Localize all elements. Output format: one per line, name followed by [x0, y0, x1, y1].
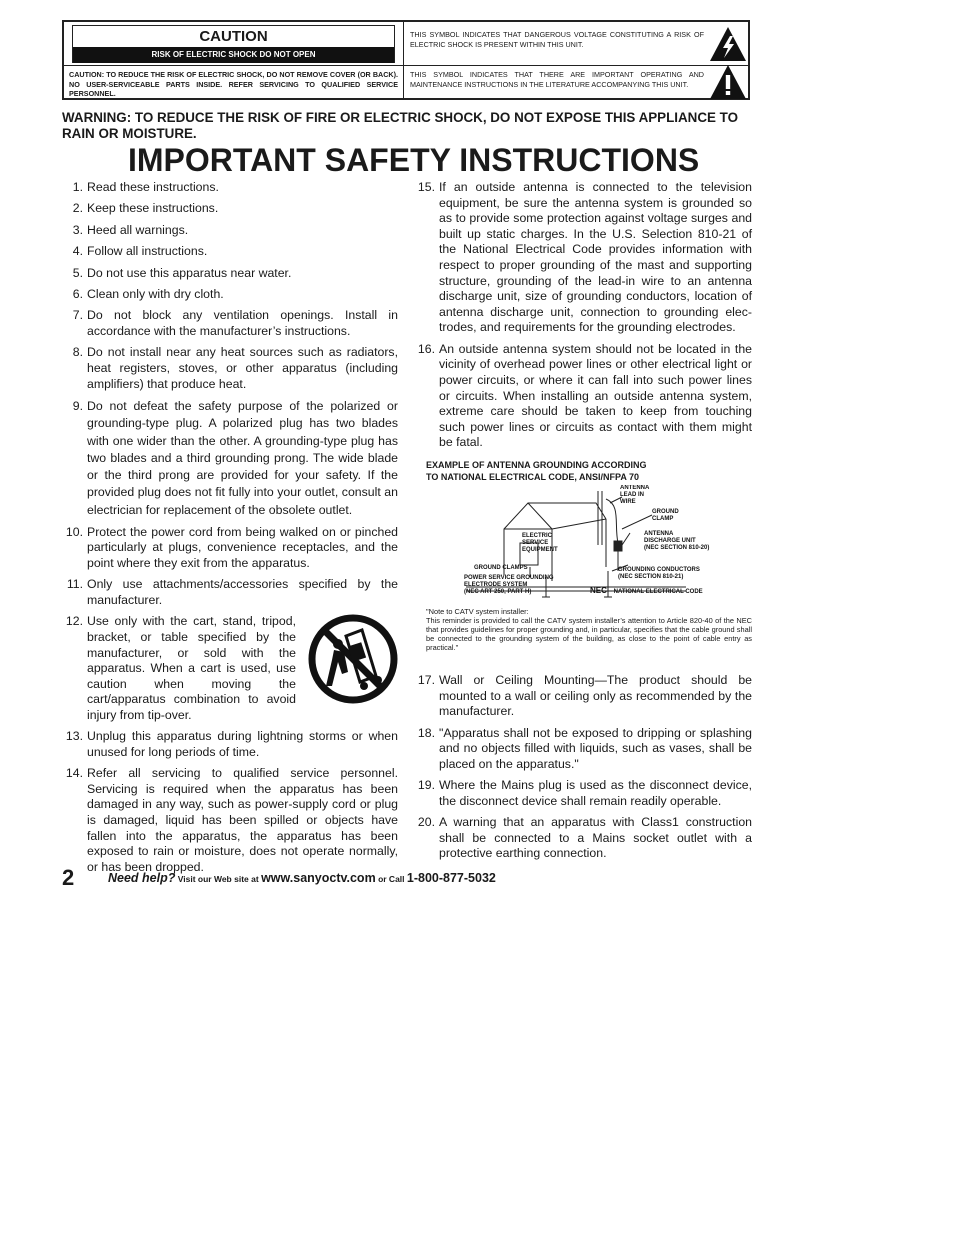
instruction-item: 12. Use only with the cart, stand, tripod, bracket, or table specified by the manufacturer, or sold with the apparatus. When a cart is used, use caution when moving the cart/apparatus combination to avoid injury from tip-over.	[62, 614, 398, 723]
instruction-item: 17. Wall or Ceiling Mounting—The product should be mounted to a wall or ceiling only as recommended by the manufacturer.	[417, 673, 752, 719]
instruction-item: 2. Keep these instructions.	[72, 201, 219, 216]
cart-tipover-icon	[308, 614, 398, 704]
label-nec-full: - NATIONAL ELECTRICAL CODE	[610, 589, 703, 595]
caution-divider-horizontal	[64, 65, 748, 66]
label-power-service2: ELECTRODE SYSTEM	[464, 582, 528, 588]
antenna-grounding-figure	[426, 460, 752, 652]
label-grounding-conductors2: (NEC SECTION 810-21)	[618, 574, 684, 580]
figure-caption-line1: EXAMPLE OF ANTENNA GROUNDING ACCORDING	[426, 460, 647, 470]
catv-note-title: "Note to CATV system installer:	[426, 607, 529, 616]
need-help-label: Need help?	[108, 871, 176, 885]
label-grounding-conductors: GROUNDING CONDUCTORS	[618, 567, 700, 573]
instruction-item: 16. An outside antenna system should not be located in the vicinity of overhead power lines or other electrical light or power circuits, or where it can fall into such power lines or circuits. When installing an outside antenna system, extreme care should be taken to keep from touching such power lines or circuits as contact with them might be fatal.	[417, 341, 752, 450]
instructions-left-column	[62, 180, 398, 881]
label-ground-clamp: GROUND	[652, 509, 679, 515]
page-number: 2	[62, 865, 75, 890]
label-ground-clamps: GROUND CLAMPS	[474, 565, 528, 571]
instructions-symbol-text: THIS SYMBOL INDICATES THAT THERE ARE IMPORTANT OPERATING AND MAINTENANCE INSTRUCTIONS IN THE LITERATURE ACCOMPANYING THIS UNIT.	[410, 70, 704, 89]
instruction-item: 18. "Apparatus shall not be exposed to dripping or splashing and no objects filled with liquids, such as vases, shall be placed on the apparatus."	[417, 725, 752, 771]
caution-header	[72, 25, 395, 63]
instruction-item: 19. Where the Mains plug is used as the disconnect device, the disconnect device shall remain readily operable.	[417, 778, 752, 808]
catv-note-body: This reminder is provided to call the CATV system installer’s attention to Article 820-40 of the NEC that provides guidelines for proper grounding and, in particular, specifies that the cable ground shall be connected to the grounding system of the building, as close to the point of cable entry as practical."	[426, 616, 752, 652]
or-call-label: or Call	[378, 874, 405, 884]
page-title: IMPORTANT SAFETY INSTRUCTIONS	[128, 142, 700, 178]
label-electric: ELECTRIC	[522, 533, 552, 539]
footer-help	[108, 870, 496, 887]
instructions-right-column	[414, 180, 752, 457]
instruction-item: 13. Unplug this apparatus during lightning storms or when unused for long periods of time.	[65, 729, 398, 759]
instruction-item: 3. Heed all warnings.	[72, 222, 189, 237]
instruction-item: 7. Do not block any ventilation openings. Install in accordance with the manufacturer’s instructions.	[72, 308, 398, 338]
label-ground-clamp2: CLAMP	[652, 516, 674, 522]
caution-subtitle: RISK OF ELECTRIC SHOCK DO NOT OPEN	[73, 47, 394, 63]
voltage-symbol-text: THIS SYMBOL INDICATES THAT DANGEROUS VOLTAGE CONSTITUTING A RISK OF ELECTRIC SHOCK IS PRESENT WITHIN THIS UNIT.	[410, 30, 704, 49]
label-nec: NEC	[590, 586, 607, 595]
phone-number: 1-800-877-5032	[406, 871, 496, 885]
exclamation-triangle-icon	[709, 64, 747, 100]
caution-box	[62, 20, 750, 100]
warning-text: WARNING: TO REDUCE THE RISK OF FIRE OR ELECTRIC SHOCK, DO NOT EXPOSE THIS APPLIANCE TO RAIN OR MOISTURE.	[62, 110, 739, 141]
label-power-service3: (NEC ART 250, PART H)	[464, 589, 532, 595]
instruction-item: 9. Do not defeat the safety purpose of the polarized or grounding-type plug. A polarized plug has two blades with one wider than the other. A grounding-type plug has two blades and a third grounding prong. The wide blade or the third prong are provided for your safety. If the provided plug does not fit fully into your outlet, consult an electrician for replacement of the obsolete outlet.	[72, 398, 398, 517]
website-link[interactable]: www.sanyoctv.com	[261, 871, 376, 885]
label-electric3: EQUIPMENT	[522, 547, 558, 553]
caution-title: CAUTION	[199, 28, 268, 45]
instruction-item: 10. Protect the power cord from being walked on or pinched particularly at plugs, convenience receptacles, and the point where they exit from the apparatus.	[65, 524, 398, 570]
visit-label: Visit our Web site at	[177, 874, 259, 884]
instruction-item: 4. Follow all instructions.	[72, 244, 208, 259]
label-discharge3: (NEC SECTION 810-20)	[644, 545, 710, 551]
instruction-item: 5. Do not use this apparatus near water.	[72, 265, 292, 280]
instruction-item: 11. Only use attachments/accessories specified by the manufacturer.	[66, 577, 398, 607]
lightning-triangle-icon	[709, 26, 747, 62]
label-power-service: POWER SERVICE GROUNDING	[464, 575, 554, 581]
label-antenna-lead3: WIRE	[620, 499, 636, 505]
instruction-item: 1. Read these instructions.	[72, 180, 219, 194]
figure-caption-line2: TO NATIONAL ELECTRICAL CODE, ANSI/NFPA 70	[426, 471, 640, 482]
label-discharge2: DISCHARGE UNIT	[644, 538, 696, 544]
label-antenna-lead2: LEAD IN	[620, 492, 644, 498]
instruction-item: 20. A warning that an apparatus with Class1 construction shall be connected to a Mains socket outlet with a protective earthing connection.	[417, 815, 752, 861]
instruction-item: 8. Do not install near any heat sources such as radiators, heat registers, stoves, or other apparatus (including amplifiers) that produce heat.	[72, 345, 398, 391]
label-electric2: SERVICE	[522, 540, 549, 546]
instruction-item: 6. Clean only with dry cloth.	[72, 286, 224, 301]
antenna-grounding-diagram	[426, 485, 752, 601]
caution-divider-vertical	[403, 22, 404, 98]
label-discharge: ANTENNA	[644, 531, 674, 537]
instructions-right-column-bottom	[414, 673, 752, 868]
instruction-item: 14. Refer all servicing to qualified service personnel. Servicing is required when the apparatus has been damaged in any way, such as power-supply cord or plug is damaged, liquid has been spilled or objects have fallen into the apparatus, the apparatus has been exposed to rain or moisture, does not operate normally, or has been dropped.	[65, 766, 398, 874]
catv-note	[426, 607, 752, 652]
label-antenna-lead: ANTENNA	[620, 485, 650, 491]
instruction-item: 15. If an outside antenna is connected to the television equipment, be sure the antenna system is grounded so as to provide some protection against voltage surges and built up static charges. In the U.S. Selection 810-21 of the National Electrical Code provides information with respect to proper grounding of the mast and supporting structure, grounding of the lead-in wire to an antenna discharge unit, size of grounding conductors, location of antenna discharge unit, connection to grounding elec-trodes, and requirements for the grounding electrodes.	[417, 180, 752, 335]
caution-body-text: CAUTION: TO REDUCE THE RISK OF ELECTRIC SHOCK, DO NOT REMOVE COVER (OR BACK). NO USER-SERVICEABLE PARTS INSIDE. REFER SERVICING TO QUALIFIED SERVICE PERSONNEL.	[69, 70, 398, 98]
